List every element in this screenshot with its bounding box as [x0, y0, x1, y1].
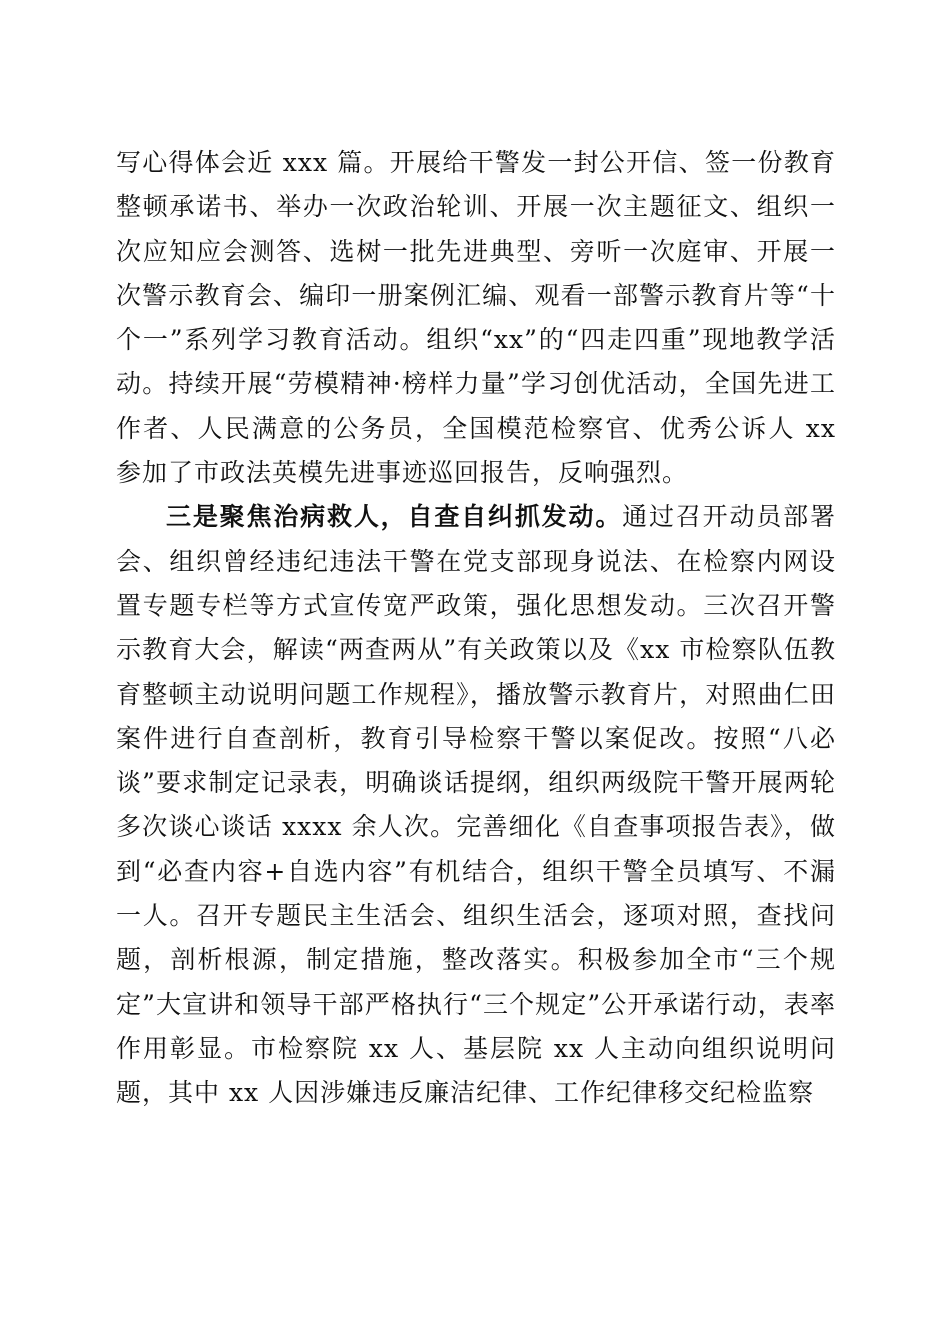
- document-body: [116, 141, 836, 1116]
- paragraph-2-text: 通过召开动员部署会、组织曾经违纪违法干警在党支部现身说法、在检察内网设置专题专栏等方式宣传宽严政策，强化思想发动。三次召开警示教育大会，解读“两查两从”有关政策以及《xx 市检察队伍教育整顿主动说明问题工作规程》，播放警示教育片，对照曲仁田案件进行自查剖析，教育引导检察干警以案促改。按照“八必谈”要求制定记录表，明确谈话提纲，组织两级院干警开展两轮多次谈心谈话 xxxx 余人次。完善细化《自查事项报告表》，做到“必查内容+自选内容”有机结合，组织干警全员填写、不漏一人。召开专题民主生活会、组织生活会，逐项对照，查找问题，剖析根源，制定措施，整改落实。积极参加全市“三个规定”大宣讲和领导干部严格执行“三个规定”公开承诺行动，表率作用彰显。市检察院 xx 人、基层院 xx 人主动向组织说明问题，其中 xx 人因涉嫌违反廉洁纪律、工作纪律移交纪检监察: [116, 502, 836, 1108]
- paragraph-section-three: [116, 495, 836, 1115]
- paragraph-1-text: 写心得体会近 xxx 篇。开展给干警发一封公开信、签一份教育整顿承诺书、举办一次政治轮训、开展一次主题征文、组织一次应知应会测答、选树一批先进典型、旁听一次庭审、开展一次警示教育会、编印一册案例汇编、观看一部警示教育片等“十个一”系列学习教育活动。组织“xx”的“四走四重”现地教学活动。持续开展“劳模精神·榜样力量”学习创优活动，全国先进工作者、人民满意的公务员，全国模范检察官、优秀公诉人 xx 参加了市政法英模先进事迹巡回报告，反响强烈。: [116, 148, 836, 488]
- section-three-heading: 三是聚焦治病救人，自查自纠抓发动。: [166, 502, 623, 532]
- paragraph-continuation: [116, 141, 836, 495]
